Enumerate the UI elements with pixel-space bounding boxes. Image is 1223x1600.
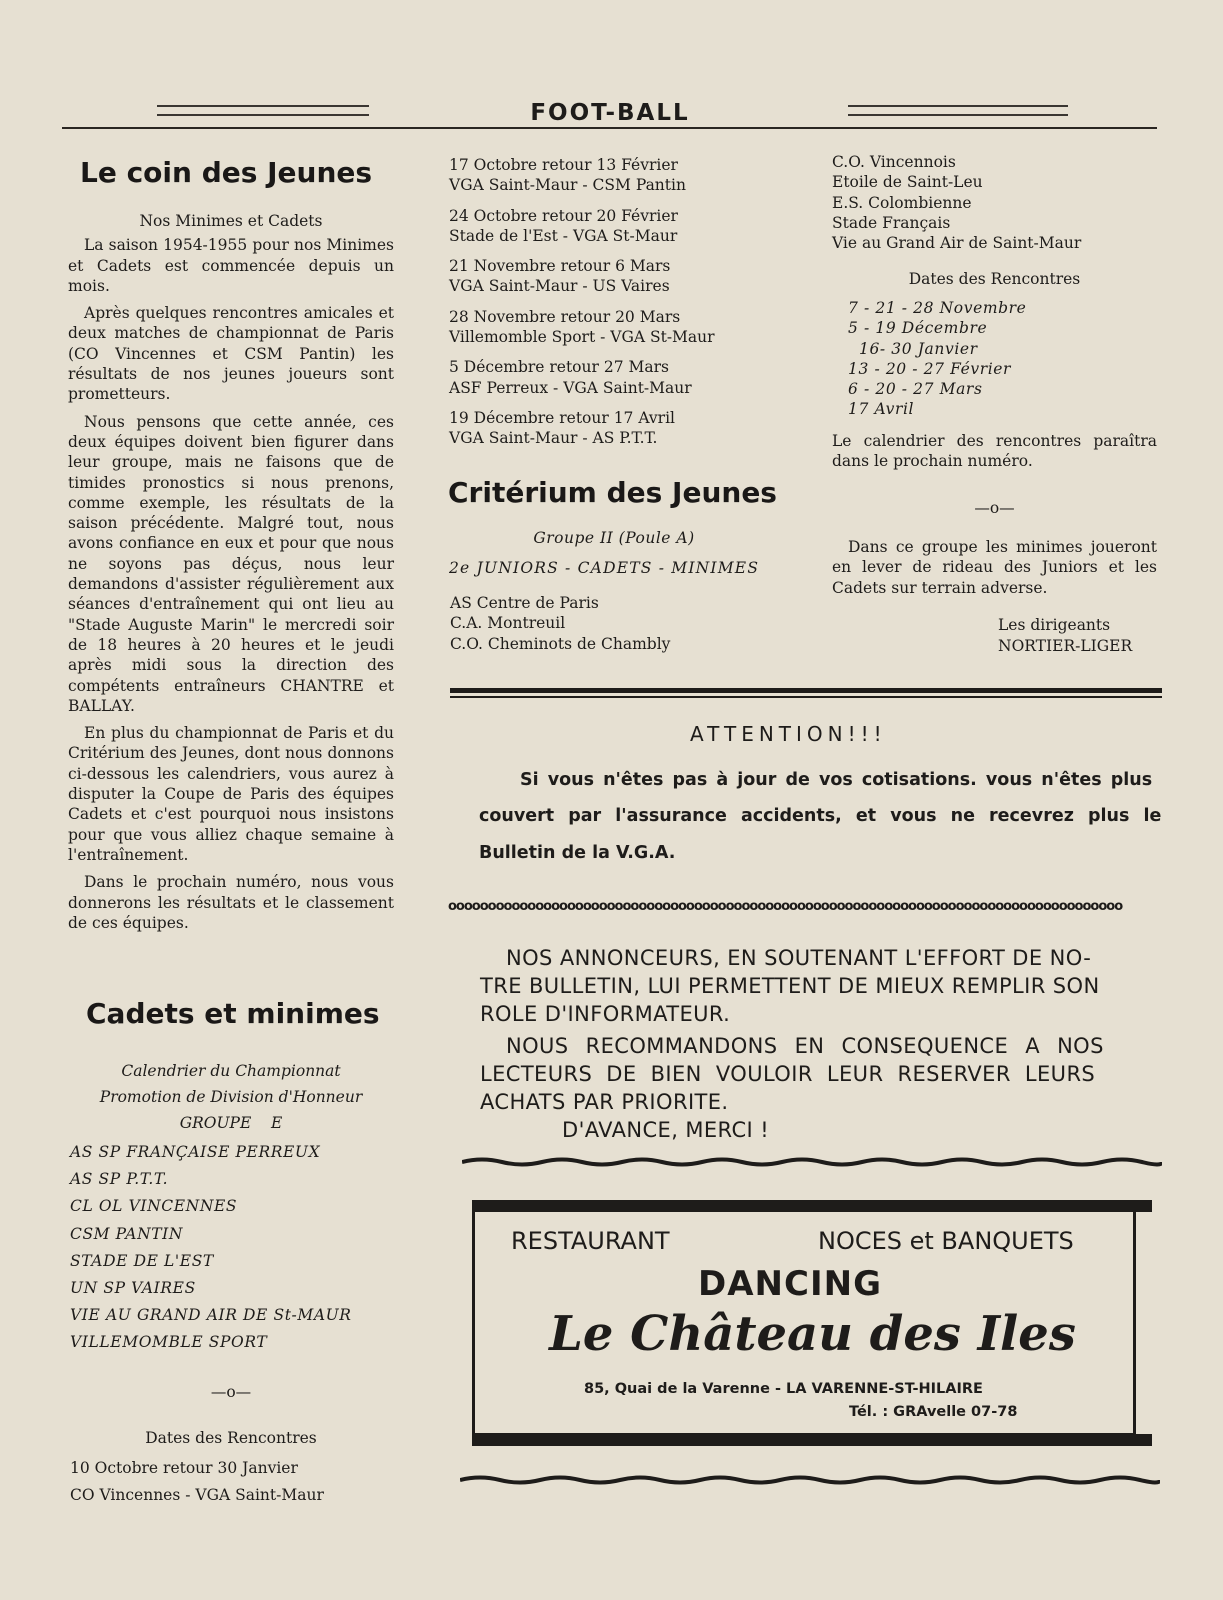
match-list bbox=[449, 155, 789, 459]
signature-title: Les dirigeants bbox=[998, 616, 1111, 634]
match-entry bbox=[449, 307, 789, 348]
paragraph: La saison 1954-1955 pour nos Minimes et Cadets est commencée depuis un mois. bbox=[68, 236, 394, 295]
subheading-minimes-cadets: Nos Minimes et Cadets bbox=[139, 212, 323, 230]
wavy-rule-top bbox=[462, 1156, 1162, 1168]
team-item: AS SP FRANÇAISE PERREUX bbox=[70, 1143, 321, 1161]
team-item: VILLEMOMBLE SPORT bbox=[70, 1333, 268, 1352]
club-item: E.S. Colombienne bbox=[832, 193, 972, 212]
match-entry bbox=[449, 155, 789, 196]
category-line: 2e JUNIORS - CADETS - MINIMES bbox=[449, 559, 760, 577]
ad-address: 85, Quai de la Varenne - LA VARENNE-ST-HILAIRE bbox=[584, 1381, 983, 1397]
group-label: GROUPE E bbox=[179, 1114, 283, 1132]
ad-bottom-bar bbox=[472, 1434, 1152, 1446]
match-teams: VGA Saint-Maur - US Vaires bbox=[449, 277, 670, 296]
ad-restaurant: RESTAURANT bbox=[511, 1227, 670, 1255]
club-item: C.O. Vincennois bbox=[832, 153, 956, 171]
match-teams: Stade de l'Est - VGA St-Maur bbox=[449, 226, 678, 245]
page-section-title: FOOT-BALL bbox=[530, 100, 690, 126]
club-list bbox=[450, 593, 780, 654]
team-item: VIE AU GRAND AIR DE St-MAUR bbox=[70, 1306, 352, 1325]
club-item: C.O. Cheminots de Chambly bbox=[450, 634, 671, 653]
dates-title: Dates des Rencontres bbox=[908, 270, 1081, 288]
match-date: 28 Novembre retour 20 Mars bbox=[449, 307, 681, 326]
header-rule bbox=[62, 127, 1157, 129]
club-list-2 bbox=[832, 152, 1162, 253]
signature-name: NORTIER-LIGER bbox=[998, 637, 1133, 655]
date-list bbox=[848, 298, 1148, 420]
club-item: Vie au Grand Air de Saint-Maur bbox=[832, 234, 1082, 253]
header-ornament-left bbox=[157, 105, 369, 116]
match-date: 17 Octobre retour 13 Février bbox=[449, 156, 678, 174]
attention-line: Si vous n'êtes pas à jour de vos cotisations. vous n'êtes plus bbox=[520, 770, 1153, 790]
divider-top-thin bbox=[450, 696, 1162, 698]
paragraph: Après quelques rencontres amicales et deux matches de championnat de Paris (CO Vincennes et CSM Pantin) les résultats de nos jeunes joueurs sont prometteurs. bbox=[68, 304, 394, 404]
heading-cadets-minimes: Cadets et minimes bbox=[86, 997, 380, 1030]
match-date: 19 Décembre retour 17 Avril bbox=[449, 408, 675, 427]
annonceurs-line: D'AVANCE, MERCI ! bbox=[562, 1118, 770, 1142]
date-item: 13 - 20 - 27 Février bbox=[848, 359, 1012, 378]
ad-dancing: DANCING bbox=[698, 1264, 882, 1304]
group-line: Groupe II (Poule A) bbox=[533, 529, 695, 547]
annonceurs-line: ROLE D'INFORMATEUR. bbox=[480, 1002, 731, 1026]
club-item: Etoile de Saint-Leu bbox=[832, 173, 983, 192]
match-date: 24 Octobre retour 20 Février bbox=[449, 206, 678, 225]
calendar-title bbox=[68, 1058, 394, 1136]
column-1-article bbox=[68, 211, 394, 940]
ad-venue-name: Le Château des Iles bbox=[549, 1306, 1076, 1362]
match-date: 5 Décembre retour 27 Mars bbox=[449, 358, 669, 377]
date-item: 6 - 20 - 27 Mars bbox=[848, 380, 983, 399]
match-teams: VGA Saint-Maur - CSM Pantin bbox=[449, 176, 686, 195]
divider-top bbox=[450, 688, 1162, 693]
attention-line: Bulletin de la V.G.A. bbox=[479, 843, 676, 863]
annonceurs-line: LECTEURS DE BIEN VOULOIR LEUR RESERVER LEURS bbox=[480, 1062, 1096, 1086]
ad-noces: NOCES et BANQUETS bbox=[818, 1227, 1074, 1255]
signature bbox=[998, 615, 1168, 657]
match-entry bbox=[449, 256, 789, 297]
first-match bbox=[70, 1455, 396, 1509]
annonceurs-line: ACHATS PAR PRIORITE. bbox=[480, 1090, 729, 1114]
match-date: 10 Octobre retour 30 Janvier bbox=[70, 1459, 298, 1477]
team-item: AS SP P.T.T. bbox=[70, 1170, 169, 1189]
separator: —o— bbox=[210, 1383, 252, 1401]
ad-phone: Tél. : GRAvelle 07-78 bbox=[849, 1404, 1018, 1420]
heading-criterium: Critérium des Jeunes bbox=[448, 476, 777, 509]
paragraph: Le calendrier des rencontres paraîtra dans le prochain numéro. bbox=[832, 432, 1157, 471]
ornament-border: ooooooooooooooooooooooooooooooooooooooooooooooooooooooooooooooooooooooooooooooooooooo bbox=[448, 899, 1123, 914]
paragraph: Nous pensons que cette année, ces deux équipes doivent bien figurer dans leur groupe, mais ne faisons que de timides pronostics si nous prenons, comme exemple, les résultats de la saison précédente. Malgré tout, nous avons confiance en eux et pour que nous ne soyons pas déçus, nous leur demandons d'assister régulièrement aux séances d'entraînement qui ont lieu au "Stade Auguste Marin" le mercredi soir de 18 heures à 20 heures et le jeudi après midi sous la direction des compétents entraîneurs CHANTRE et BALLAY. bbox=[68, 412, 394, 715]
annonceurs-line: TRE BULLETIN, LUI PERMETTENT DE MIEUX REMPLIR SON bbox=[480, 974, 1100, 998]
team-list bbox=[70, 1139, 352, 1357]
match-entry bbox=[449, 408, 789, 449]
date-item: 5 - 19 Décembre bbox=[848, 319, 988, 338]
match-teams: ASF Perreux - VGA Saint-Maur bbox=[449, 378, 692, 397]
paragraph: En plus du championnat de Paris et du Critérium des Jeunes, dont nous donnons ci-dessous les calendriers, vous aurez à disputer la Coupe de Paris des équipes Cadets et c'est pourquoi nous insistons pour que vous alliez chaque semaine à l'entraînement. bbox=[68, 724, 394, 864]
annonceurs-line: NOS ANNONCEURS, EN SOUTENANT L'EFFORT DE NO- bbox=[506, 946, 1092, 970]
attention-title: ATTENTION!!! bbox=[690, 722, 887, 746]
match-teams: Villemomble Sport - VGA St-Maur bbox=[449, 328, 715, 347]
calendar-line: Promotion de Division d'Honneur bbox=[99, 1088, 363, 1106]
match-teams: VGA Saint-Maur - AS P.T.T. bbox=[449, 429, 658, 448]
paragraph: Dans ce groupe les minimes joueront en lever de rideau des Juniors et les Cadets sur terrain adverse. bbox=[832, 538, 1157, 597]
attention-line: couvert par l'assurance accidents, et vous ne recevrez plus le bbox=[479, 806, 1162, 826]
annonceurs-line: NOUS RECOMMANDONS EN CONSEQUENCE A NOS bbox=[506, 1034, 1104, 1058]
club-item: Stade Français bbox=[832, 213, 951, 232]
date-item: 7 - 21 - 28 Novembre bbox=[848, 299, 1027, 317]
calendar-note bbox=[832, 431, 1157, 479]
club-item: C.A. Montreuil bbox=[450, 614, 566, 633]
match-teams: CO Vincennes - VGA Saint-Maur bbox=[70, 1486, 324, 1504]
separator: —o— bbox=[974, 499, 1015, 517]
club-item: AS Centre de Paris bbox=[450, 594, 599, 612]
date-item: 16- 30 Janvier bbox=[859, 339, 978, 358]
team-item: UN SP VAIRES bbox=[70, 1279, 196, 1298]
team-item: STADE DE L'EST bbox=[70, 1251, 214, 1270]
team-item: CSM PANTIN bbox=[70, 1224, 184, 1243]
team-item: CL OL VINCENNES bbox=[70, 1197, 238, 1216]
paragraph: Dans le prochain numéro, nous vous donnerons les résultats et le classement de ces équipes. bbox=[68, 873, 394, 932]
wavy-rule-bottom bbox=[460, 1474, 1160, 1486]
match-entry bbox=[449, 357, 789, 398]
date-item: 17 Avril bbox=[848, 400, 915, 419]
dates-title: Dates des Rencontres bbox=[145, 1429, 317, 1447]
heading-coin-des-jeunes: Le coin des Jeunes bbox=[80, 156, 373, 189]
calendar-line: Calendrier du Championnat bbox=[121, 1062, 341, 1080]
header-ornament-right bbox=[848, 105, 1068, 116]
group-note bbox=[832, 537, 1157, 605]
match-date: 21 Novembre retour 6 Mars bbox=[449, 257, 671, 276]
match-entry bbox=[449, 206, 789, 247]
